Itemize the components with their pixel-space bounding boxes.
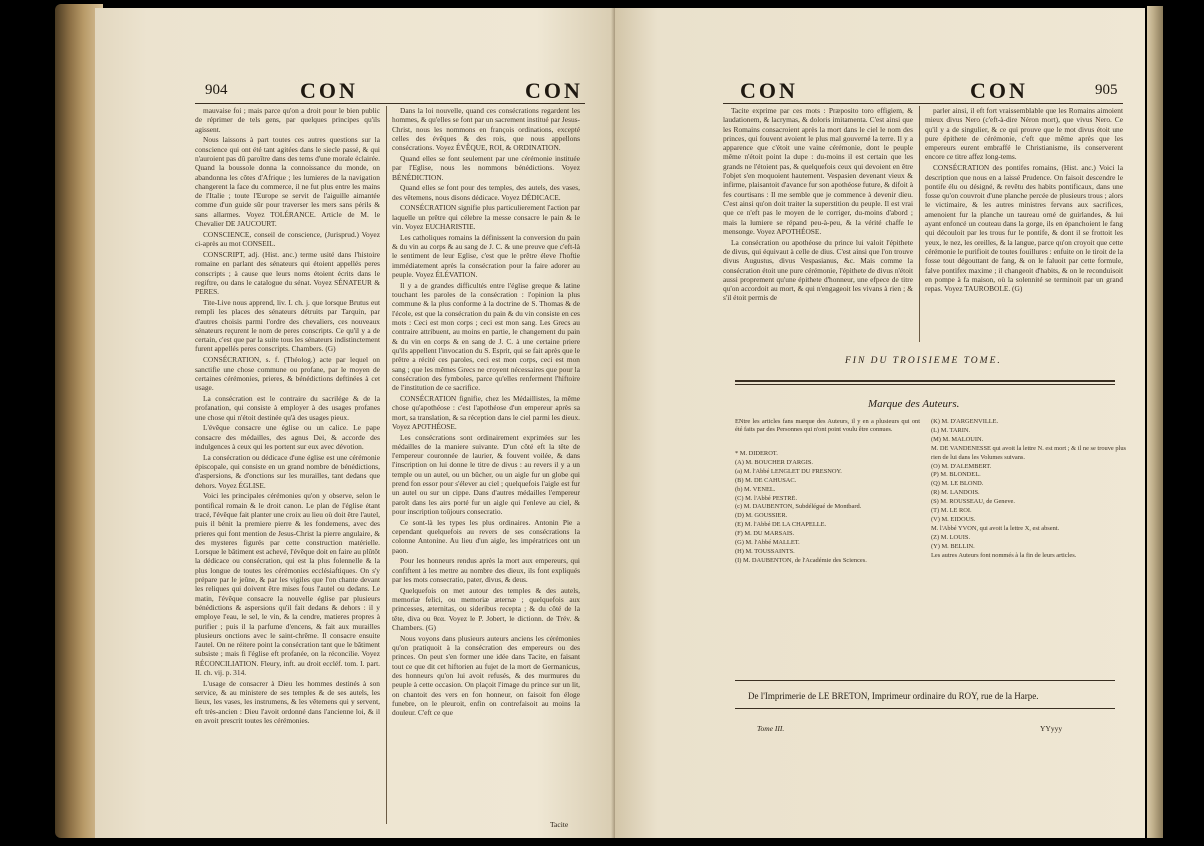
right-page-column-2 [925,106,1123,344]
ornament-rule-top [735,380,1115,382]
printer-imprint: De l'Imprimerie de LE BRETON, Imprimeur ordinaire du ROY, rue de la Harpe. [748,691,1039,701]
left-col2-paragraph: Pour les honneurs rendus après la mort aux empereurs, qui confiftent à les mettre au nombre des dieux, ils font expliqués par les mots consecratio, pater, divus, & deus. [392,556,580,585]
running-head-right-a: CON [740,78,798,103]
left-col2-paragraph: Il y a de grandes difficultés entre l'église greque & latine touchant les paroles de la consécration : l'opinion la plus commune & la plus conforme à la doctrine de S. Thomas & de l'école, est que la consécration du pain & du vin consiste en ces mots : Ceci est mon corps ; ceci est mon sang. Les Grecs au contraire attribuent, au moins en partie, le changement du pain & du vin en corps & en sang de J. C. à une certaine priere qu'ils appellent l'invocation du S. Esprit, qui se fait après que le prêtre a récité ces paroles, ceci est mon corps, ceci est mon sang ; que les mêmes Grecs ne croyent nécessaires que pour la consécration des fymboles, parce qu'elles renferment l'hiftoire de l'institution de ce sacrifice. [392,280,580,393]
author-entry: (G) M. l'Abbé MALLET. [735,539,800,547]
left-col1-paragraph: La consécration est le contraire du sacrilége & de la profanation, qui consiste à employer à des usages profanes une chose qui n'étoit destinée qu'à des usages pieux. [195,393,380,422]
right-page-column-1 [723,106,913,344]
author-entry: (K) M. D'ARGENVILLE. [931,418,999,425]
left-col2-paragraph: Les catholiques romains la définissent la conversion du pain & du vin au corps & au sang de J. C. & une preuve que c'eft-là le sentiment de leur Eglise, c'est que le prêtre éleve l'hoftie immédiatement après la consécration pour la faire adorer au peuple. Voyez ÉLÉVATION. [392,232,580,280]
left-col1-paragraph: mauvaise foi ; mais parce qu'on a droit pour le bien public de réprimer de tels gens, par quelques principes qu'ils agissent. [195,106,380,134]
author-entry: (E) M. l'Abbé DE LA CHAPELLE. [735,521,827,529]
author-entry: (L) M. TARIN. [931,426,971,434]
author-entry: (c) M. DAUBENTON, Subdélégué de Montbard. [735,503,862,511]
authors-key-intro: ENtre les articles fans marque des Auteurs, il y en a plusieurs qui ont été faits par des Personnes qui n'ont point voulu être connues. [735,418,920,433]
imprint-rule-top [735,680,1115,681]
authors-key-title: Marque des Auteurs. [868,398,960,410]
author-entry: (M) M. MALOUIN. [931,435,984,443]
author-entry: (V) M. EIDOUS. [931,515,976,523]
right-col2-paragraph: CONSÉCRATION des pontifes romains, (Hist. anc.) Voici la description que nous en a laissé Prudence. On faisoit descendre le pontife élu ou désigné, & revêtu des habits pontificaux, dans une fosse qu'on couvroit d'une planche percée de plusieurs trous ; alors le victimaire, & les autres ministres fervans aux sacrifices, amenoient fur la planche un taureau orné de guirlandes, & lui ayant enfoncé un couteau dans la gorge, ils en épanchoient le fang qui découloit par les trous fur le pontife, & dont il se frottoit les yeux, le nez, les oreilles, & la langue, parce qu'on croyoit que cette cérémonie le purifioit de toutes fouillures : enfuite on le tiroit de la fosse tout dégouttant de fang, & on le faluoit par cette formule, falve pontifex maxime ; il changeoit d'habits, & on le reconduisoit en pompe à fa maison, où la solennité se terminoit par un grand repas. Voyez TAUROBOLE. (G) [925,163,1123,294]
header-rule-right [723,103,1123,104]
page-edges-right [1147,6,1163,838]
page-number-right: 905 [1095,82,1118,98]
imprint-rule-bottom [735,708,1115,709]
ornament-rule-thin [735,384,1115,385]
author-entry: (C) M. l'Abbé PESTRÉ. [735,494,798,502]
left-page-column-2 [392,106,580,822]
open-book [55,0,1163,846]
left-col1-paragraph: Nous laissons à part toutes ces autres questions sur la conscience qui ont été tant agitées dans le siecle passé, & qui n'auroient pas dû paroître dans des tems d'une morale éclairée. Quand la boussole donna la connoissance du monde, on abandonna les côtes d'Afrique ; les lumieres de la navigation changerent la face du commerce, il ne fut plus entre les mains de l'Italie ; toute l'Europe se servit de l'aiguille aimantée comme d'un guide sûr pour traverser les mers sans périls & sans allarmes. Voyez TOLÉRANCE. Article de M. le Chevalier DE JAUCOURT. [195,135,380,229]
author-entry: M. l'Abbé YVON, qui avoit la lettre X, est absent. [931,524,1060,532]
left-col1-paragraph: La consécration ou dédicace d'une église est une cérémonie épiscopale, qui consiste en un grand nombre de bénédictions, d'aspersions, & d'onctions sur les murailles, tant dedans que dehors. Voyez ÉGLISE. [195,452,380,490]
running-head-left-b: CON [525,78,583,103]
author-entry: (P) M. BLONDEL. [931,471,981,479]
author-entry: * M. DIDEROT. [735,450,778,457]
left-col1-paragraph: CONSCIENCE, conseil de conscience, (Jurisprud.) Voyez ci-après au mot CONSEIL. [195,229,380,249]
author-entry: Les autres Auteurs font nommés à la fin de leurs articles. [931,551,1077,559]
left-col1-paragraph: Tite-Live nous apprend, liv. I. ch. j. que lorsque Brutus eut rempli les places des sénateurs détruits par Tarquin, par d'autres choisis parmi l'ordre des chevaliers, ces nouveaux sénateurs reçurent le nom de peres conscripts. Ce qu'il y a de certain, c'est que par la suite tous les sénateurs indistinctement furent appellés peres conscripts. Chambers. (G) [195,297,380,354]
author-entry: (Y) M. BELLIN. [931,542,975,550]
left-col1-paragraph: Voici les principales cérémonies qu'on y observe, selon le pontifical romain & le droit canon. Le plan de l'église étant tracé, l'évêque fait planter une croix au lieu où doit être l'autel, puis il bénit la premiere pierre & les fondemens, avec des prieres qui font mention de Jesus-Christ la pierre angulaire, & des mysteres figurés par cette construction matérielle. Lorsque le bâtiment est achevé, l'évêque doit en faire au plûtôt la dédicace ou consécration, qui est la plus folennelle & la plus longue de toutes les cérémonies ecclésiaftiques. On s'y prépare par le jeûne, & par les vigiles que l'on chante devant les reliques qui doivent être mises fous l'autel ou dedans. Le matin, l'évêque consacre la nouvelle église par plusieurs bénédictions & aspersions qu'il fait dedans & dehors : il y employe l'eau, le sel, le vin, & la cendre, matieres propres à purifier ; puis il la parfume d'encens, & fait aux murailles plusieurs onctions avec le saint-chrême. Il consacre ensuite l'autel. On ne réitere point la consécration tant que le bâtiment subsiste ; mais fi l'église eft profanée, on la réconcilie. Voyez RÉCONCILIATION. Fleury, inft. au droit eccléf. tom. I. part. II. ch. vij. p. 314. [195,491,380,678]
right-col1-paragraph: La consécration ou apothéose du prince lui valoit l'épithete de divus, qui équivaut à celle de dius. C'est ainsi que l'on trouve divus Augustus, divus Vespasianus, &c. Mais comme la consécration étoit une pure cérémonie, l'épithete de divus n'étoit aussi proprement qu'une épithete d'honneur, une efpece de titre qu'on accordoit au mort, & qui n'engageoit les vivans à rien ; & s'il étoit permis de [723,237,913,303]
author-entry: (B) M. DE CAHUSAC. [735,476,797,484]
author-entry: M. DE VANDENESSE qui avoit la lettre N. est mort ; & il ne se trouve plus rien de lui dans les Volumes suivans. [931,444,1127,461]
left-col1-paragraph: L'évêque consacre une église ou un calice. Le pape consacre des médailles, des agnus Dei, & accorde des indulgences à ceux qui les portent sur eux avec dévotion. [195,423,380,451]
right-page [615,8,1145,838]
author-entry: (S) M. ROUSSEAU, de Geneve. [931,498,1015,506]
header-rule-left [195,103,585,104]
author-entry: (Z) M. LOUIS. [931,533,971,541]
author-entry: (D) M. GOUSSIER. [735,512,788,520]
author-entry: (O) M. D'ALEMBERT. [931,462,992,470]
left-col2-paragraph: CONSÉCRATION signifie plus particulierement l'action par laquelle un prêtre qui célebre la messe consacre le pain & le vin. Voyez EUCHARISTIE. [392,203,580,232]
author-entry: (I) M. DAUBENTON, de l'Académie des Sciences. [735,556,867,564]
right-col2-paragraph: parler ainsi, il eft fort vraissemblable que les Romains aimoient mieux divus Nero (c'eft-à-dire Néron mort), que vivus Nero. Ce qu'il y a de singulier, & ce qui prouve que le mot divus étoit une pure épithete de cérémonie, c'eft que même après que les empereurs eurent embraffé le Christianisme, ils conserverent encore ce titre affez long-tems. [925,106,1123,162]
left-col2-paragraph: Ce sont-là les types les plus ordinaires. Antonin Pie a cependant quelquefois au revers de ses consécrations la colonne Antonine. Au lieu d'un aigle, les impératrices ont un paon. [392,517,580,555]
left-page-column-1 [195,106,380,826]
authors-list-left [735,450,925,566]
author-entry: (A) M. BOUCHER D'ARGIS. [735,458,814,466]
author-entry: (a) M. l'Abbé LENGLET DU FRESNOY. [735,467,842,475]
author-entry: (T) M. LE ROI. [931,507,972,515]
left-page [95,8,615,838]
column-divider-right [919,106,920,342]
left-col2-paragraph: CONSÉCRATION fignifie, chez les Médaillistes, la même chose qu'apothéose : c'est l'apothéose d'un empereur après sa mort, sa translation, & sa réception dans le ciel parmi les dieux. Voyez APOTHÉOSE. [392,393,580,431]
left-col1-paragraph: CONSÉCRATION, s. f. (Théolog.) acte par lequel on sanctifie une chose commune ou profane, par le moyen de certaines cérémonies, prieres, & bénédictions deftinées à cet usage. [195,355,380,393]
running-head-right-b: CON [970,78,1028,103]
left-col2-paragraph: Quand elles se font pour des temples, des autels, des vases, des vêtemens, nous disons dédicace. Voyez DÉDICACE. [392,183,580,202]
author-entry: (b) M. VENEL. [735,485,776,493]
tome-label: Tome III. [757,724,785,733]
left-col1-paragraph: CONSCRIPT, adj. (Hist. anc.) terme usité dans l'histoire romaine en parlant des sénateurs qui étoient appellés peres conscripts ; à cause que leurs noms étoient écrits dans le regiftre, ou dans le catalogue du sénat. Voyez SÉNATEUR & PERES. [195,249,380,297]
end-of-volume: FIN DU TROISIEME TOME. [845,356,1002,366]
left-col1-paragraph: L'usage de consacrer à Dieu les hommes destinés à son service, & au ministere de ses temples & de ses autels, les lieux, les vases, les instrumens, & les vêtemens qui y servent, eft très-ancien : Dieu l'avoit ordonné dans l'ancienne loi, & il en avoit prescrit toutes les cérémonies. [195,678,380,725]
left-col2-paragraph: Les consécrations sont ordinairement exprimées sur les médailles de la maniere suivante. D'un côté eft la tête de l'empereur couronnée de laurier, & fouvent voilée, & dans l'inscription on lui donne le titre de divus : au revers il y a un temple ou un autel, ou un bûcher, ou un aigle fur un globe qui prend fon essor pour s'élever au ciel ; quelquefois l'aigle est fur un autel ou sur un cippe. Dans d'autres médailles l'empereur paroît dans les airs porté fur un aigle qui l'enleve au ciel, & pour inscription toûjours consecratio. [392,432,580,516]
left-col2-paragraph: Quand elles se font seulement par une cérémonie instituée par l'Eglise, nous les nommons bénédictions. Voyez BÉNÉDICTION. [392,153,580,182]
running-head-left-a: CON [300,78,358,103]
author-entry: (F) M. DU MARSAIS. [735,530,795,538]
column-divider-left [386,106,387,824]
author-entry: (H) M. TOUSSAINTS. [735,547,795,555]
catchword: Tacite [550,820,569,829]
signature-mark: YYyyy [1040,724,1063,733]
page-number-left: 904 [205,82,228,98]
author-entry: (R) M. LANDOIS. [931,489,980,497]
left-col2-paragraph: Dans la loi nouvelle, quand ces consécrations regardent les hommes, & qu'elles se font par un sacrement institué par Jesus-Christ, nous les nommons en françois ordinations, excepté celles des évêques & des rois, que nous appellons consécrations. Voyez ÉVÊQUE, ROI, & ORDINATION. [392,106,580,153]
right-col1-paragraph: Tacite exprime par ces mots : Præposito toro effigiem, & laudationem, & lacrymas, & doloris imitamenta. C'est ainsi que les Romains consacroient après la mort dans le ciel le nom des princes, qui fouvent avoient le plus mal gouverné la terre. Il y a apparence que c'étoit une vaine cérémonie, dont le peuple même n'étoit point la dupe : du-moins il est certain que les grands ne l'étoient pas, & quelquefois ceux qui devoient en être l'objet s'en moquoient hautement. Vespasien devenant vieux & infirme, plaisantoit d'avance fur son apothéose future, & difoit à fes courtisans : Il me semble que je commence à devenir dieu. C'est ainsi qu'on doit traiter la superstition du peuple. Il est vrai que ce n'eft pas le moyen de le corriger, du-moins d'abord ; mais la lumiere se répand peu-à-peu, & la vérité chaffe le mensonge. Voyez APOTHÉOSE. [723,106,913,236]
left-col2-paragraph: Nous voyons dans plusieurs auteurs anciens les cérémonies qu'on pratiquoit à la consécration des empereurs ou des princes. On peut s'en former une idée dans Tacite, en faisant tout ce que dit cet hiftorien au fujet de la mort de Germanicus, des honneurs qu'on lui avoit refusés, & des murmures du peuple à cette occasion. On plaçoit l'image du prince sur un lit, on chantoit des vers en fon honneur, on faisoit fon éloge funebre, on le pleuroit, enfin on contrefaisoit au moins la douleur. C'eft ce que [392,633,580,718]
left-col2-paragraph: Quelquefois on met autour des temples & des autels, memoriæ felici, ou memoriæ æternæ ; quelquefois aux princesses, æternitas, ou sideribus recepta ; & du côté de la tête, diva ou θεα. Voyez le P. Jobert, le dictionn. de Trév. & Chambers. (G) [392,585,580,633]
authors-list-right [931,418,1127,561]
author-entry: (Q) M. LE BLOND. [931,480,984,488]
